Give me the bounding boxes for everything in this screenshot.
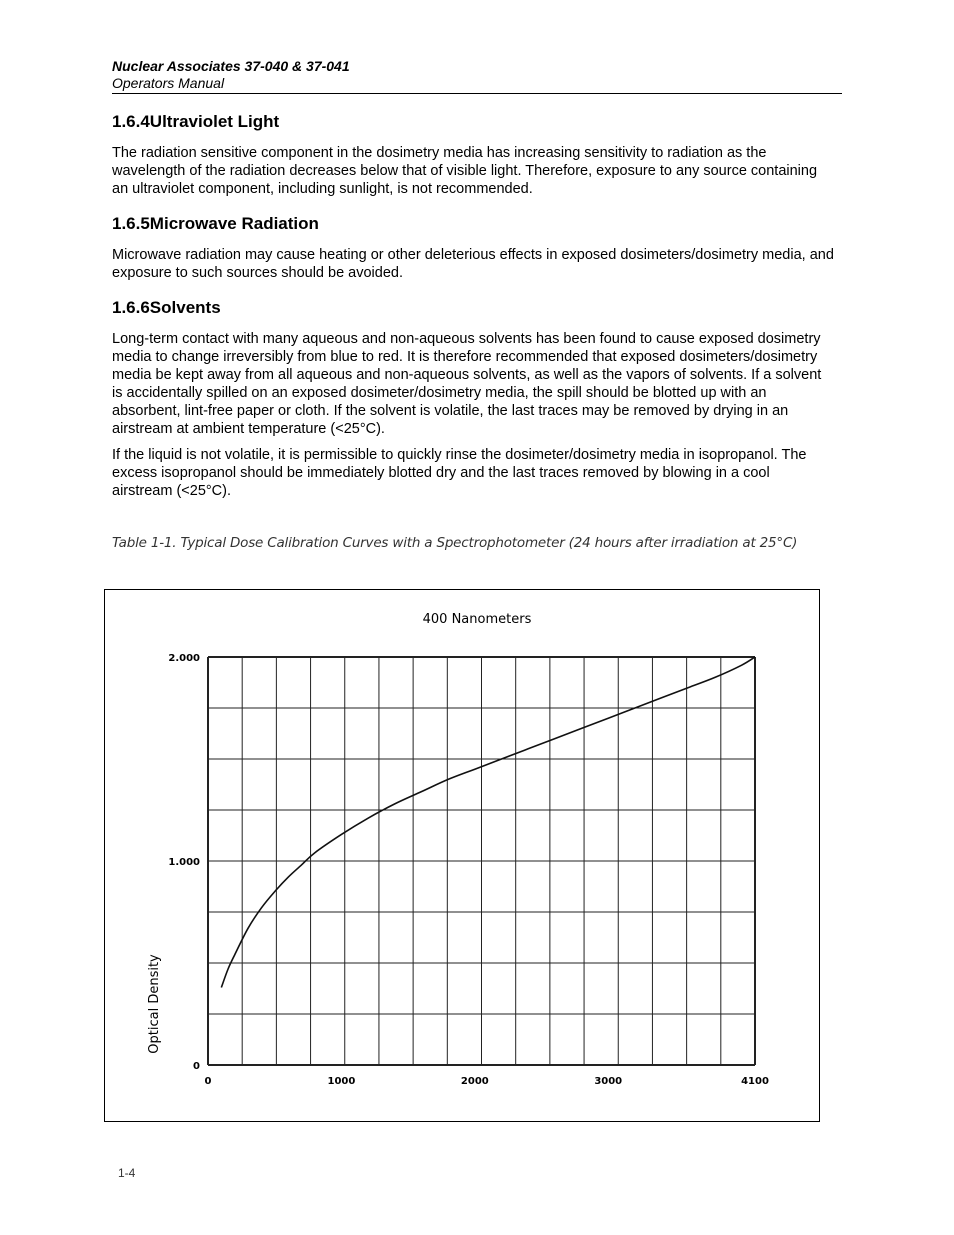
page-header [112, 57, 842, 94]
section-heading: 1.6.4Ultraviolet Light [112, 112, 280, 131]
y-tick-label: 0 [193, 1061, 200, 1072]
section-paragraph: Long-term contact with many aqueous and non-aqueous solvents has been found to cause exposed dosimetry media to change irreversibly from blue to red. It is therefore recommended that exposed dosimeters/dosimetry media be kept away from all aqueous and non-aqueous solvents, as well as the vapors of solvents. If a solvent is accidentally spilled on an exposed dosimeter/dosimetry media, the spill should be blotted up with an absorbent, lint-free paper or cloth. If the solvent is volatile, the last traces may be removed by drying in an airstream at ambient temperature (<25°C). [112, 331, 822, 437]
section-heading: 1.6.6Solvents [112, 298, 221, 317]
table-caption: Table 1-1. Typical Dose Calibration Curves with a Spectrophotometer (24 hours after irradiation at 25°C) [112, 535, 798, 551]
grid [208, 657, 755, 1065]
x-tick-label: 3000 [594, 1076, 623, 1087]
series-line [221, 657, 755, 987]
y-tick-label: 1.000 [168, 857, 200, 868]
manual-subtitle: Operators Manual [112, 75, 225, 91]
section-heading: 1.6.5Microwave Radiation [112, 214, 319, 233]
section-solvents [112, 296, 834, 500]
main-content [112, 110, 834, 514]
section-paragraph: If the liquid is not volatile, it is permissible to quickly rinse the dosimeter/dosimetry media in isopropanol. The excess isopropanol should be immediately blotted dry and the last traces removed by blowing in a cool airstream (<25°C). [112, 447, 807, 499]
x-tick-label: 4100 [741, 1076, 769, 1087]
x-tick-label: 1000 [327, 1076, 356, 1087]
x-tick-label: 2000 [460, 1076, 489, 1087]
chart-svg [105, 590, 819, 1121]
axes [168, 653, 769, 1087]
section-paragraph: Microwave radiation may cause heating or other deleterious effects in exposed dosimeters/dosimetry media, and exposure to such sources should be avoided. [112, 247, 834, 281]
series-layer [221, 657, 755, 987]
manual-title: Nuclear Associates 37-040 & 37-041 [112, 58, 350, 74]
section-paragraph: The radiation sensitive component in the dosimetry media has increasing sensitivity to radiation as the wavelength of the radiation decreases below that of visible light. Therefore, exposure to any source containing an ultraviolet component, including sunlight, is not recommended. [112, 145, 818, 197]
section-ultraviolet-light [112, 110, 834, 198]
y-tick-label: 2.000 [168, 653, 200, 664]
page-number: 1-4 [118, 1166, 136, 1180]
x-tick-label: 0 [204, 1076, 212, 1087]
section-microwave-radiation [112, 212, 834, 282]
calibration-chart [104, 589, 820, 1122]
y-axis-label: Optical Density [147, 954, 162, 1054]
chart-title: 400 Nanometers [422, 612, 532, 627]
